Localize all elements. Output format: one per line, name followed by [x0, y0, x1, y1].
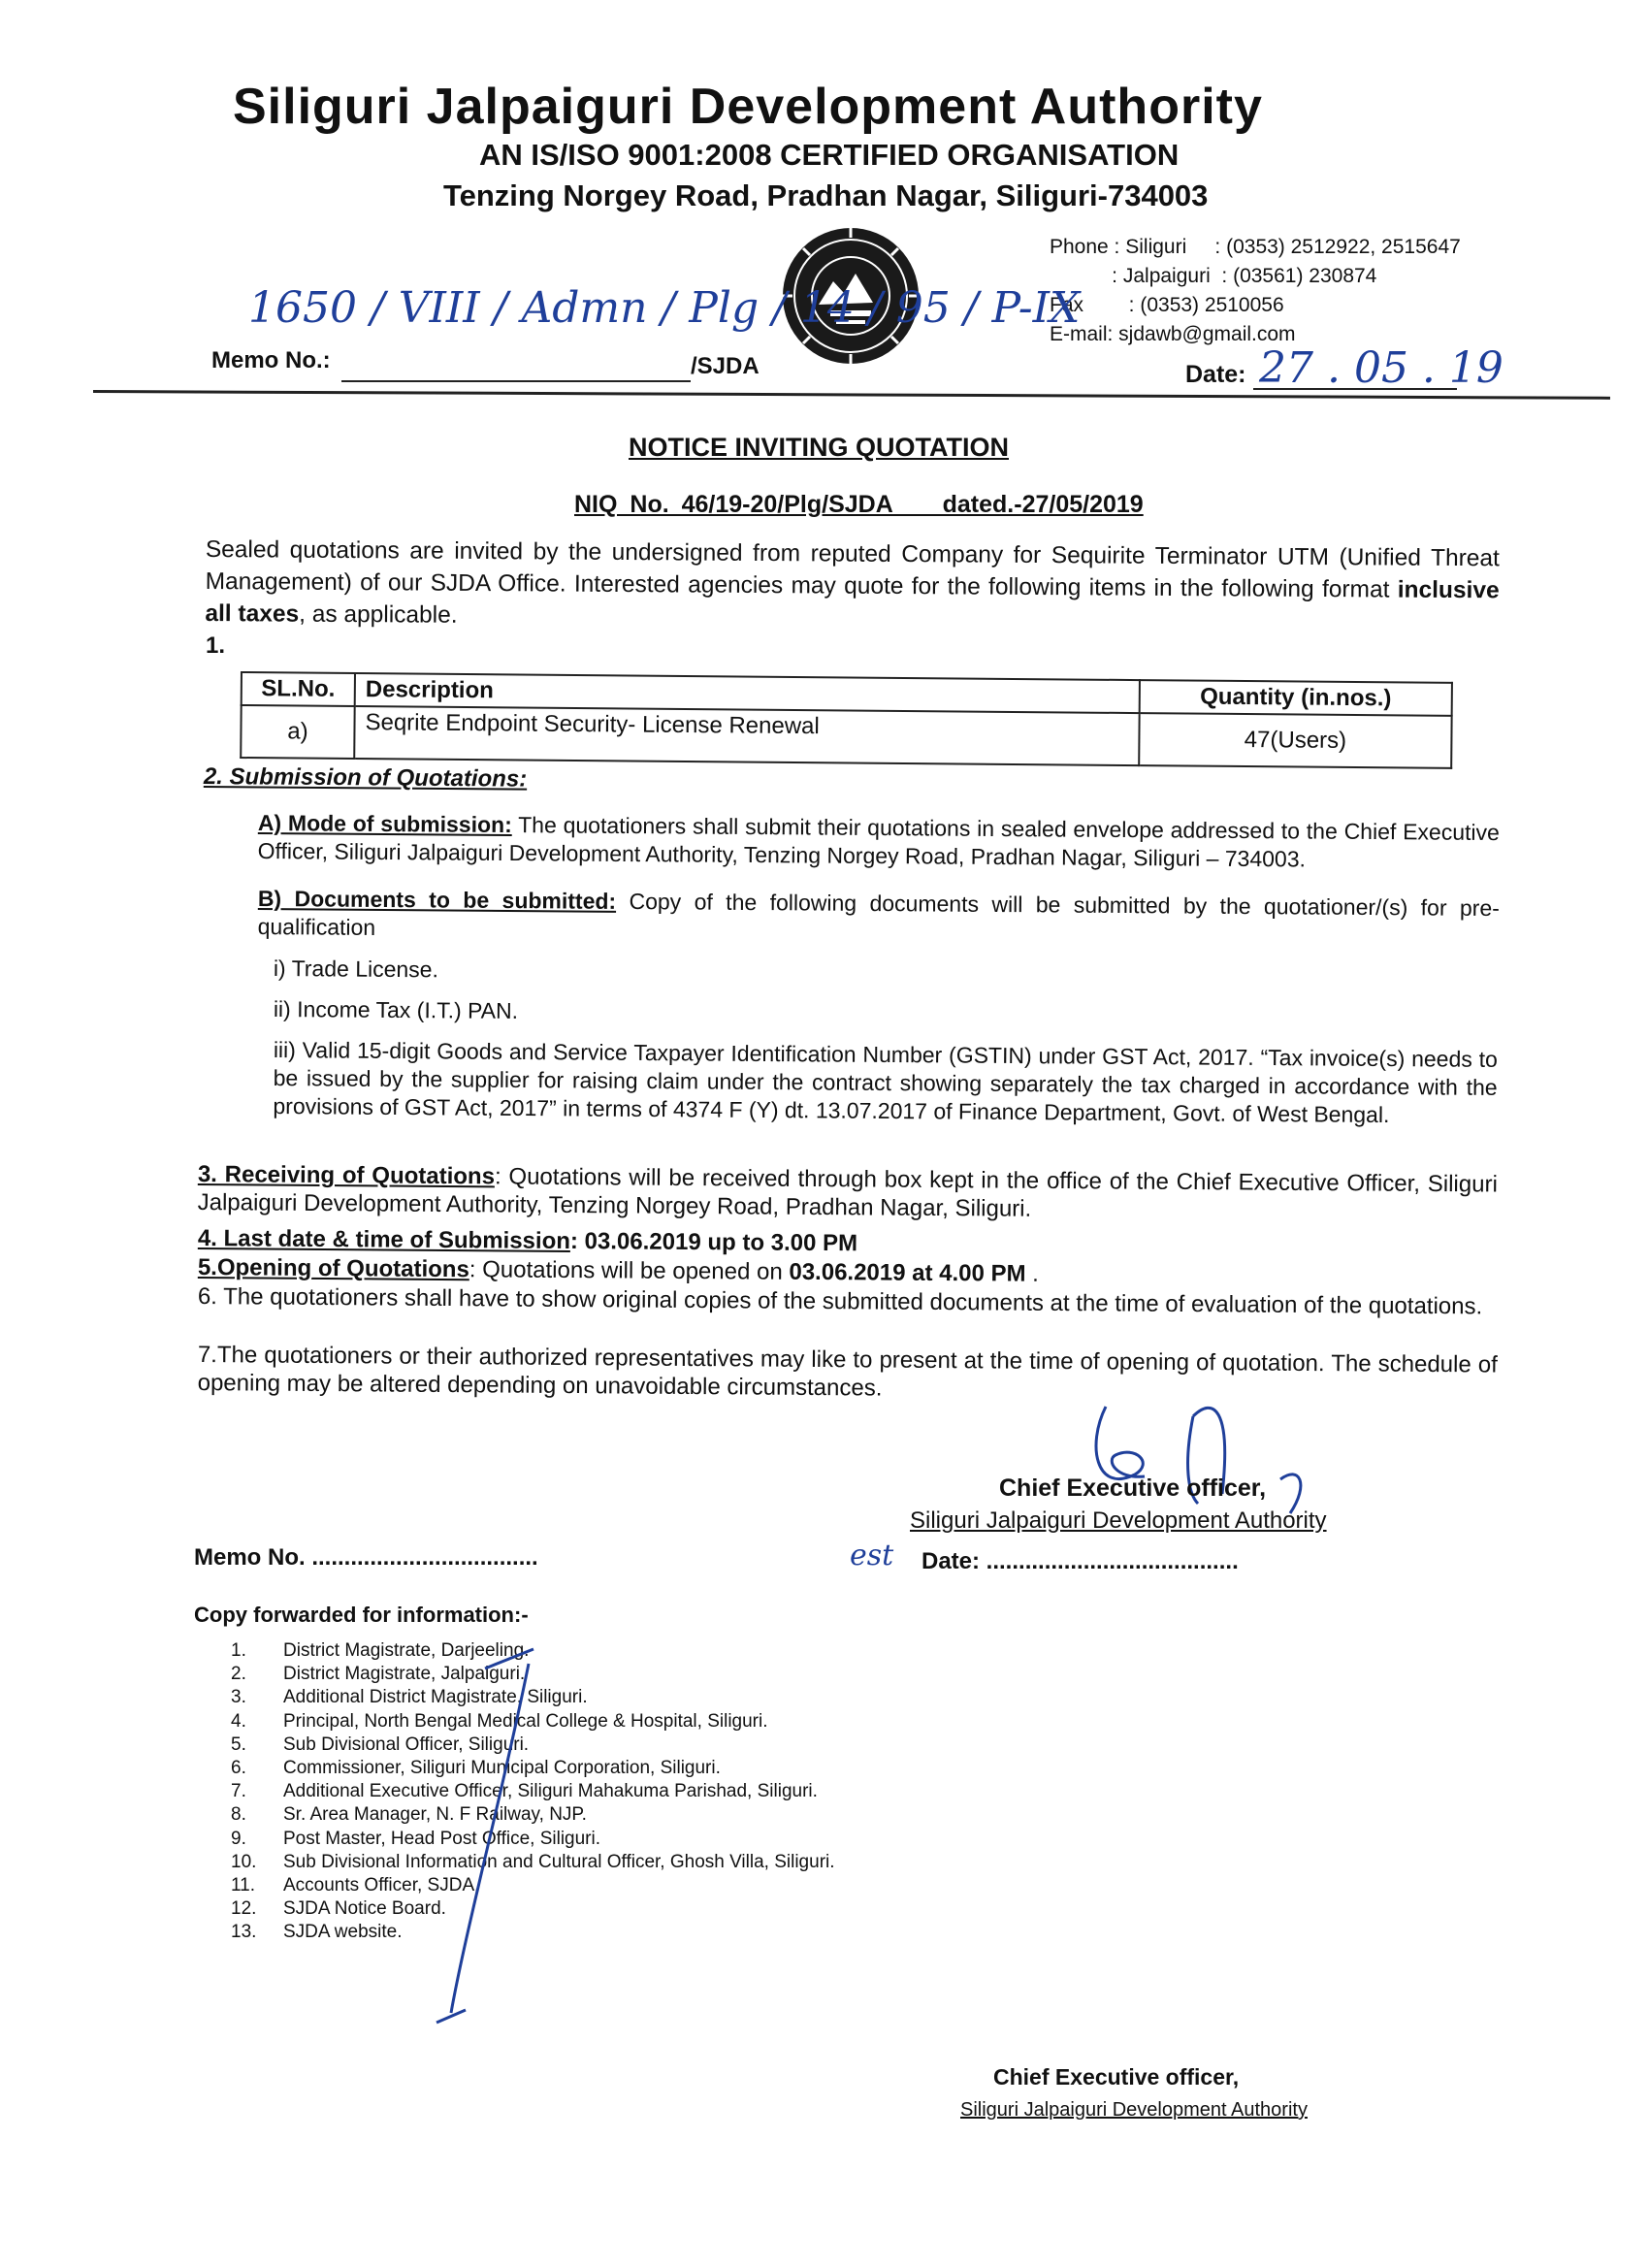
- org-name: Siliguri Jalpaiguri Development Authority: [233, 79, 1263, 135]
- section-4-label: 4. Last date & time of Submission: [197, 1225, 571, 1255]
- check-stroke-mark: [427, 1639, 601, 2027]
- notice-title: NOTICE INVITING QUOTATION: [629, 433, 1009, 462]
- section-2b-text: Copy of the following documents will be submitted by the quotationer/(s) for pre-qualification: [257, 888, 1500, 940]
- org-address: Tenzing Norgey Road, Pradhan Nagar, Siliguri-734003: [443, 178, 1209, 212]
- footer-signatory-title: Chief Executive officer,: [993, 2064, 1240, 2090]
- date-underline: [1253, 388, 1457, 390]
- section-4: [198, 1224, 857, 1257]
- list-item: 2. District Magistrate, Jalpaiguri.: [231, 1664, 526, 1685]
- memo-number-handwritten: 1650 / VIII / Admn / Plg / 14 / 95 / P-IX: [248, 283, 1081, 333]
- item-number: 1.: [206, 632, 226, 659]
- section-2b-i: i) Trade License.: [273, 955, 439, 983]
- list-item: 9. Post Master, Head Post Office, Siliguri.: [231, 1828, 601, 1849]
- table-row: [241, 705, 1451, 768]
- list-item: 5. Sub Divisional Officer, Siliguri.: [231, 1733, 530, 1755]
- list-item: 12. SJDA Notice Board.: [231, 1898, 446, 1920]
- signatory-title: Chief Executive officer,: [999, 1474, 1267, 1502]
- section-2a-label: A) Mode of submission:: [257, 809, 512, 838]
- section-2b-iii: iii) Valid 15-digit Goods and Service Taxpayer Identification Number (GSTIN) under GST Act, 2017. “Tax invoice(s) needs to be issued by the supplier for raising claim under the contract showing separately the tax charged in accordance with the provisions of GST Act, 2017” in terms of 4374 F (Y) dt. 13.07.2017 of Finance Department, Govt. of West Bengal.: [273, 1037, 1498, 1128]
- niq-number: NIQ No. 46/19-20/Plg/SJDA dated.-27/05/2019: [574, 491, 1144, 518]
- list-item: 3. Additional District Magistrate, Siliguri.: [231, 1687, 588, 1708]
- section-3: [198, 1160, 1498, 1227]
- list-item: 8. Sr. Area Manager, N. F Railway, NJP.: [231, 1804, 587, 1826]
- row-slno: a): [241, 705, 354, 759]
- copy-forwarded-heading: Copy forwarded for information:-: [194, 1603, 529, 1627]
- intro-text-1: Sealed quotations are invited by the undersigned from reputed Company for Sequirite Terminator UTM (Unified Threat Management) of our SJDA Office. Interested agencies may quote for the following items in the following format: [205, 535, 1500, 603]
- section-5-text-2: .: [1025, 1260, 1040, 1287]
- section-5-text-1: : Quotations will be opened on: [469, 1256, 790, 1285]
- certification-line: AN IS/ISO 9001:2008 CERTIFIED ORGANISATION: [479, 138, 1180, 172]
- section-4-text: : 03.06.2019 up to 3.00 PM: [569, 1228, 858, 1257]
- memo-underline: [341, 380, 691, 382]
- memo-suffix: /SJDA: [691, 353, 760, 379]
- section-2-title: 2. Submission of Quotations:: [203, 762, 528, 793]
- header-quantity: Quantity (in.nos.): [1140, 680, 1452, 716]
- list-item: 11. Accounts Officer, SJDA.: [231, 1875, 480, 1896]
- row-description: Seqrite Endpoint Security- License Renewal: [354, 706, 1139, 765]
- date-label: Date:: [1185, 361, 1246, 388]
- list-item: 4. Principal, North Bengal Medical College & Hospital, Siliguri.: [231, 1710, 768, 1732]
- memo-label: Memo No.:: [211, 347, 331, 373]
- list-item: 10. Sub Divisional Information and Cultural Officer, Ghosh Villa, Siliguri.: [231, 1851, 835, 1872]
- section-3-label: 3. Receiving of Quotations: [197, 1161, 496, 1190]
- date-handwritten: 27 . 05 . 19: [1259, 343, 1504, 393]
- section-7: 7.The quotationers or their authorized representatives may like to present at the time of opening of quotation. The schedule of opening may be altered depending on unavoidable circumstances.: [197, 1342, 1498, 1402]
- list-item: 13. SJDA website.: [231, 1922, 403, 1943]
- intro-text-bold: inclusive all taxes: [205, 576, 1500, 628]
- section-3-text: : Quotations will be received through box kept in the office of the Chief Executive Officer, Siliguri Jalpaiguri Development Authority, Tenzing Norgey Road, Pradhan Nagar, Siliguri.: [197, 1163, 1498, 1222]
- intro-paragraph: [205, 534, 1500, 638]
- section-2a: [258, 809, 1500, 875]
- intro-text-2: , as applicable.: [299, 600, 458, 629]
- section-6: 6. The quotationers shall have to show original copies of the submitted documents at the time of evaluation of the quotations.: [197, 1283, 1483, 1320]
- section-2b-label: B) Documents to be submitted:: [257, 885, 617, 914]
- header-slno: SL.No.: [242, 672, 355, 706]
- section-5-label: 5.Opening of Quotations: [197, 1254, 469, 1283]
- list-item: 6. Commissioner, Siliguri Municipal Corporation, Siliguri.: [231, 1758, 721, 1779]
- footer-signatory-org: Siliguri Jalpaiguri Development Authority: [960, 2099, 1308, 2121]
- items-table: [240, 671, 1453, 769]
- section-2b: [258, 885, 1500, 951]
- initials-handwritten: est: [850, 1539, 894, 1572]
- section-5-text-bold: 03.06.2019 at 4.00 PM: [789, 1258, 1026, 1287]
- date-blank: Date: .......................................: [922, 1548, 1239, 1574]
- section-2b-ii: ii) Income Tax (I.T.) PAN.: [273, 996, 519, 1023]
- signatory-org: Siliguri Jalpaiguri Development Authority: [910, 1507, 1327, 1534]
- list-item: 7. Additional Executive Officer, Siliguri Mahakuma Parishad, Siliguri.: [231, 1781, 818, 1802]
- section-2a-text: The quotationers shall submit their quotations in sealed envelope addressed to the Chief Executive Officer, Siliguri Jalpaiguri Development Authority, Tenzing Norgey Road, Pradhan Nagar, Siliguri – 734003.: [257, 812, 1500, 872]
- memo-no-blank: Memo No. ...................................: [194, 1544, 538, 1571]
- contact-block: Phone : Siliguri : (0353) 2512922, 2515647 : Jalpaiguri : (03561) 230874 Fax : (0353) 2510056 E-mail: sjdawb@gmail.com: [1050, 236, 1461, 345]
- signature-mark: [1077, 1387, 1329, 1523]
- list-item: 1. District Magistrate, Darjeeling.: [231, 1640, 530, 1661]
- row-quantity: 47(Users): [1139, 713, 1451, 768]
- header-description: Description: [355, 673, 1140, 713]
